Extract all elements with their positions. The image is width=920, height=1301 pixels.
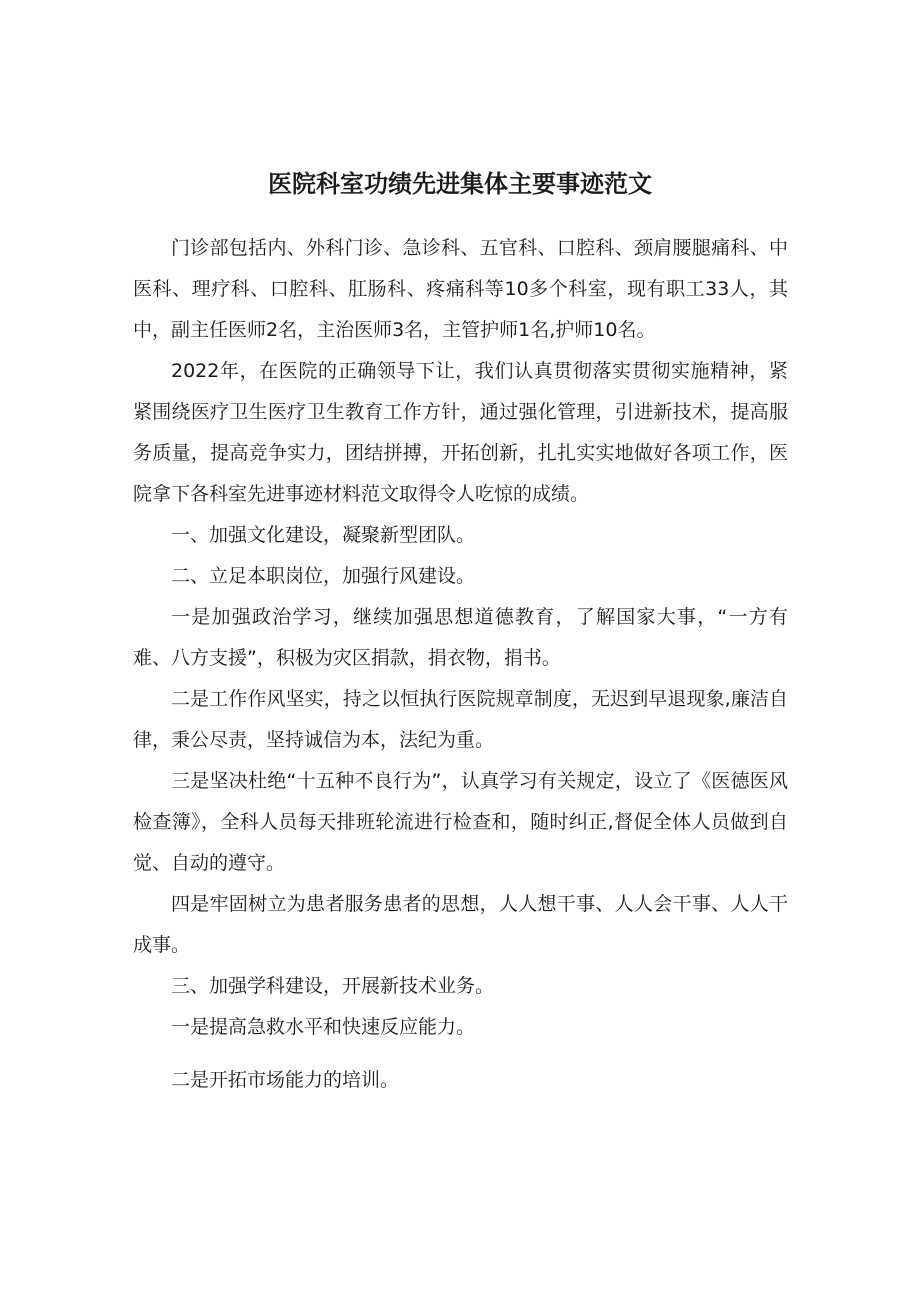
paragraph-2022-summary: 2022年，在医院的正确领导下让，我们认真贯彻落实贯彻实施精神，紧紧围绕医疗卫生医疗卫生教育工作方针，通过强化管理，引进新技术，提高服务质量，提高竞争实力，团结拼搏，开拓创新，扎扎实实地做好各项工作，医院拿下各科室先进事迹材料范文取得令人吃惊的成绩。 bbox=[133, 360, 788, 505]
document-body bbox=[0, 228, 920, 1101]
paragraph-work-style: 二是工作作风坚实，持之以恒执行医院规章制度，无迟到早退现象,廉洁自律，秉公尽责，坚持诚信为本，法纪为重。 bbox=[133, 688, 788, 751]
document-title: 医院科室功绩先进集体主要事迹范文 bbox=[268, 170, 652, 198]
paragraph-conduct-rules: 三是坚决杜绝“十五种不良行为”，认真学习有关规定，设立了《医德医风检查簿》，全科人员每天排班轮流进行检查和，随时纠正,督促全体人员做到自觉、自动的遵守。 bbox=[133, 770, 788, 874]
heading-section-two: 二、立足本职岗位，加强行风建设。 bbox=[171, 565, 476, 587]
paragraph-emergency-ability: 一是提高急救水平和快速反应能力。 bbox=[171, 1016, 476, 1038]
paragraph-outpatient-overview: 门诊部包括内、外科门诊、急诊科、五官科、口腔科、颈肩腰腿痛科、中医科、理疗科、口腔科、肛肠科、疼痛科等10多个科室，现有职工33人，其中，副主任医师2名，主治医师3名，主管护师1名,护师10名。 bbox=[133, 237, 788, 341]
paragraph-market-training: 二是开拓市场能力的培训。 bbox=[171, 1069, 400, 1091]
heading-section-three: 三、加强学科建设，开展新技术业务。 bbox=[171, 975, 495, 997]
paragraph-political-study: 一是加强政治学习，继续加强思想道德教育，了解国家大事，“一方有难、八方支援”，积极为灾区捐款，捐衣物，捐书。 bbox=[133, 606, 788, 669]
paragraph-patient-service: 四是牢固树立为患者服务患者的思想，人人想干事、人人会干事、人人干成事。 bbox=[133, 893, 788, 956]
heading-section-one: 一、加强文化建设，凝聚新型团队。 bbox=[171, 524, 476, 546]
